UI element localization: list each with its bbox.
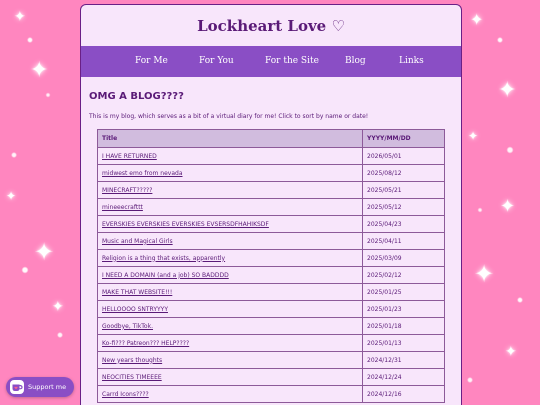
- sparkle-icon: ✦: [6, 189, 17, 203]
- post-title-cell: [98, 318, 363, 335]
- table-row: [98, 335, 445, 352]
- sparkle-icon: ✦: [505, 344, 517, 360]
- sparkle-icon: ✦: [470, 10, 484, 29]
- post-date-cell: 2025/08/12: [363, 165, 445, 182]
- post-title-link[interactable]: I HAVE RETURNED: [102, 152, 157, 160]
- post-title-link[interactable]: Religion is a thing that exists, apparently: [102, 254, 226, 262]
- post-title-link[interactable]: Goodbye, TikTok.: [102, 322, 153, 330]
- blog-heading: OMG A BLOG????: [89, 91, 184, 102]
- post-title-link[interactable]: NEOCITIES TIMEEEE: [102, 373, 162, 381]
- post-title-cell: [98, 250, 363, 267]
- post-title-link[interactable]: New years thoughts: [102, 356, 163, 364]
- table-header-row: [98, 130, 445, 148]
- table-row: [98, 352, 445, 369]
- post-date-cell: 2025/01/13: [363, 335, 445, 352]
- table-row: [98, 233, 445, 250]
- post-title-cell: [98, 301, 363, 318]
- post-title-link[interactable]: HELLOOOO SNTRYYYY: [102, 305, 168, 313]
- support-me-button[interactable]: [6, 377, 74, 397]
- sort-by-title-header[interactable]: Title: [98, 130, 363, 148]
- sparkle-icon: ✦: [30, 58, 49, 83]
- sparkle-icon: ✦: [34, 238, 55, 266]
- post-title-cell: [98, 165, 363, 182]
- post-title-link[interactable]: mineeecrafttt: [102, 203, 143, 211]
- post-date-cell: 2025/04/23: [363, 216, 445, 233]
- table-row: [98, 148, 445, 165]
- blog-posts-table: [97, 129, 445, 403]
- post-date-cell: 2025/01/18: [363, 318, 445, 335]
- post-title-cell: [98, 284, 363, 301]
- support-me-label: Support me: [28, 383, 67, 391]
- nav-item-blog[interactable]: Blog: [345, 56, 366, 66]
- post-title-link[interactable]: midwest emo from nevada: [102, 169, 183, 177]
- post-title-cell: [98, 199, 363, 216]
- post-title-cell: [98, 182, 363, 199]
- post-title-link[interactable]: Music and Magical Girls: [102, 237, 173, 245]
- main-nav: [81, 46, 461, 77]
- sparkle-icon: ✦: [52, 299, 64, 315]
- sparkle-icon: ✦: [500, 196, 516, 217]
- table-row: [98, 267, 445, 284]
- post-date-cell: 2026/05/01: [363, 148, 445, 165]
- sparkle-icon: ✦: [474, 260, 495, 288]
- table-row: [98, 284, 445, 301]
- post-title-link[interactable]: EVERSKIES EVERSKIES EVERSKIES EVSERSDFHAHIKSDF: [102, 220, 269, 228]
- sparkle-icon: ✦: [468, 129, 479, 143]
- table-row: [98, 386, 445, 403]
- table-row: [98, 369, 445, 386]
- post-date-cell: 2025/01/25: [363, 284, 445, 301]
- sort-by-date-header[interactable]: YYYY/MM/DD: [363, 130, 445, 148]
- post-title-cell: [98, 369, 363, 386]
- table-row: [98, 182, 445, 199]
- post-date-cell: 2025/03/09: [363, 250, 445, 267]
- nav-item-links[interactable]: Links: [399, 56, 424, 66]
- sparkle-icon: ✦: [498, 78, 517, 103]
- table-row: [98, 165, 445, 182]
- main-panel: [80, 4, 462, 405]
- table-row: [98, 250, 445, 267]
- sparkle-icon: ✦: [14, 9, 26, 25]
- post-title-cell: [98, 148, 363, 165]
- post-title-link[interactable]: I NEED A DOMAIN (and a job) SO BADDDD: [102, 271, 229, 279]
- post-date-cell: 2025/05/12: [363, 199, 445, 216]
- blog-posts-body: [98, 148, 445, 403]
- post-date-cell: 2024/12/16: [363, 386, 445, 403]
- post-title-link[interactable]: Carrd Icons????: [102, 390, 149, 398]
- table-row: [98, 318, 445, 335]
- table-row: [98, 216, 445, 233]
- post-title-link[interactable]: MINECRAFT?????: [102, 186, 153, 194]
- post-title-cell: [98, 216, 363, 233]
- post-date-cell: 2025/01/23: [363, 301, 445, 318]
- nav-item-for-the-site[interactable]: For the Site: [265, 56, 319, 66]
- post-date-cell: 2024/12/24: [363, 369, 445, 386]
- kofi-cup-icon: [10, 380, 24, 394]
- table-row: [98, 301, 445, 318]
- nav-item-for-you[interactable]: For You: [199, 56, 234, 66]
- post-title-cell: [98, 233, 363, 250]
- post-title-cell: [98, 267, 363, 284]
- post-date-cell: 2025/04/11: [363, 233, 445, 250]
- site-title: Lockheart Love ♡: [197, 17, 345, 35]
- nav-item-for-me[interactable]: For Me: [135, 56, 168, 66]
- post-title-link[interactable]: MAKE THAT WEBSITE!!!: [102, 288, 173, 296]
- post-title-link[interactable]: Ko-fi??? Patreon??? HELP????: [102, 339, 190, 347]
- post-title-cell: [98, 335, 363, 352]
- table-row: [98, 199, 445, 216]
- post-date-cell: 2025/05/21: [363, 182, 445, 199]
- post-date-cell: 2024/12/31: [363, 352, 445, 369]
- post-title-cell: [98, 352, 363, 369]
- post-title-cell: [98, 386, 363, 403]
- post-date-cell: 2025/02/12: [363, 267, 445, 284]
- blog-intro: This is my blog, which serves as a bit of a virtual diary for me! Click to sort by name or date!: [89, 113, 369, 120]
